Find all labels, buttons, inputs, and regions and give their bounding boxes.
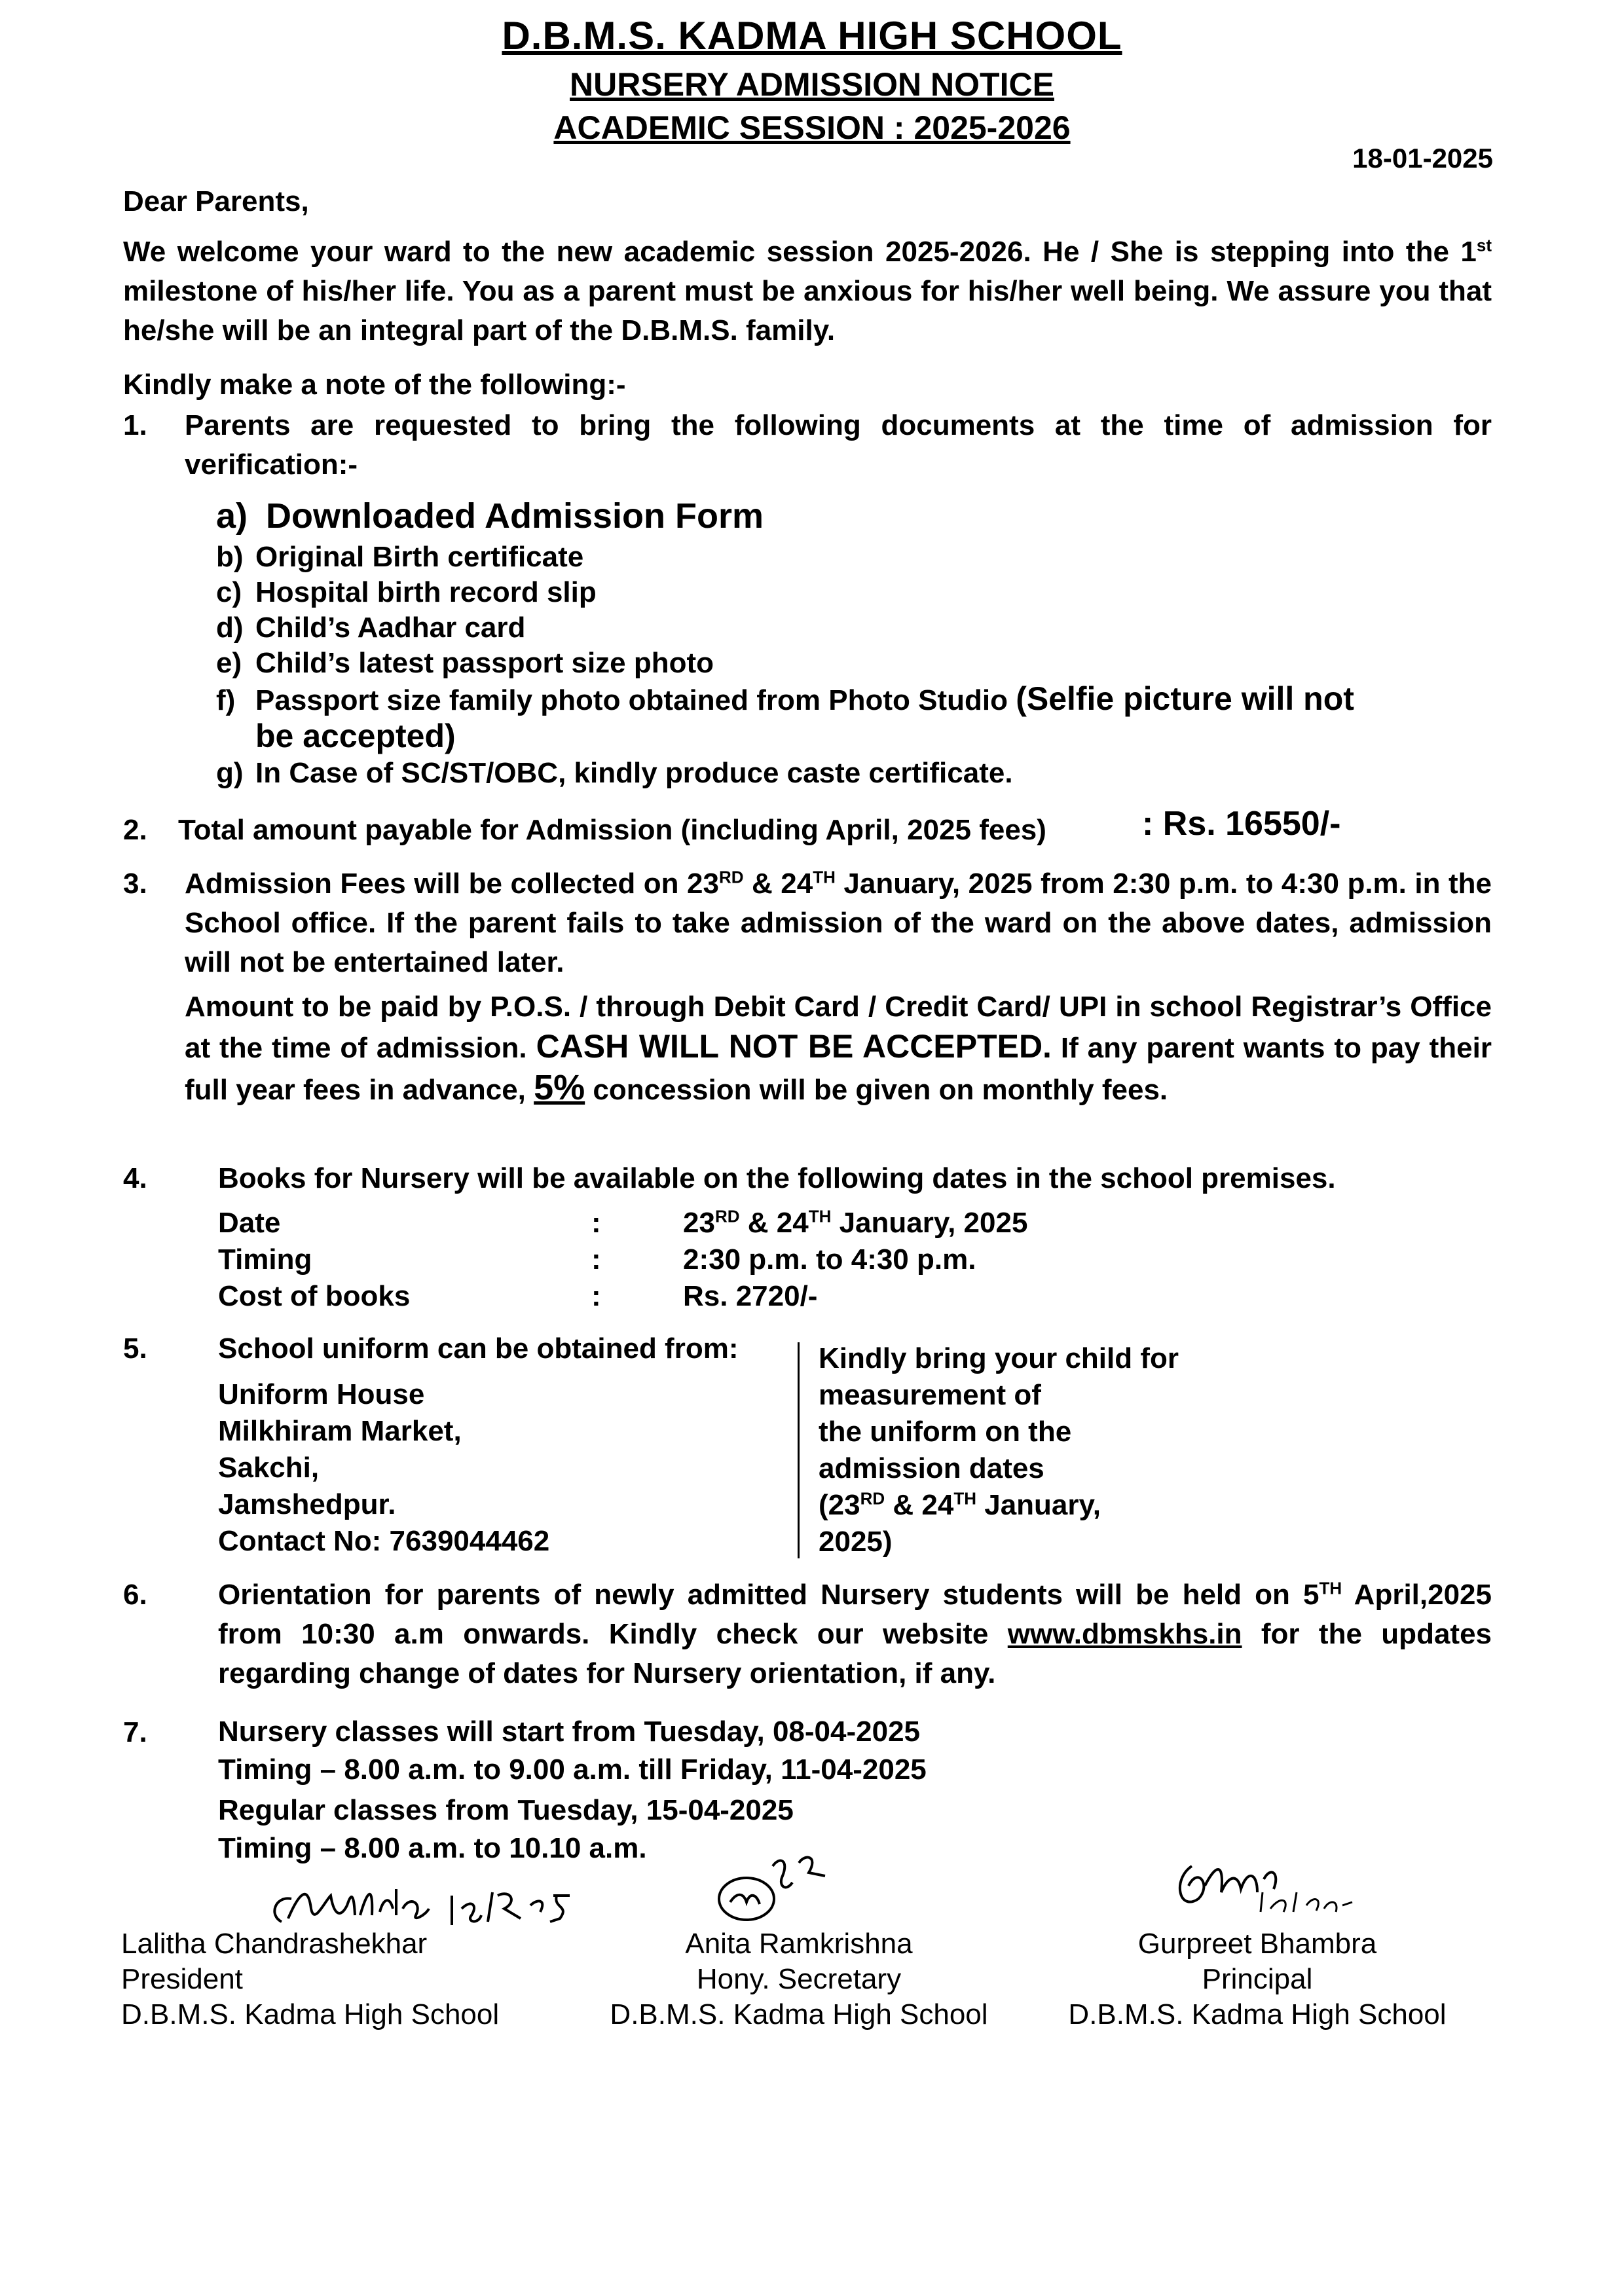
address-line: Uniform House	[218, 1378, 425, 1410]
signatory-org: D.B.M.S. Kadma High School	[121, 1998, 500, 2030]
signatory-role: Hony. Secretary	[696, 1963, 902, 1995]
schedule-line: Timing – 8.00 a.m. to 10.10 a.m.	[218, 1832, 647, 1864]
schedule-line: Timing – 8.00 a.m. to 9.00 a.m. till Friday, 11-04-2025	[218, 1753, 927, 1786]
signatory-org: D.B.M.S. Kadma High School	[610, 1998, 988, 2030]
notice-date: 18-01-2025	[1352, 143, 1493, 174]
address-line: Jamshedpur.	[218, 1488, 396, 1520]
session-title: ACADEMIC SESSION : 2025-2026	[553, 109, 1071, 146]
item-1-number: 1.	[123, 409, 147, 441]
school-title: D.B.M.S. KADMA HIGH SCHOOL	[502, 14, 1122, 58]
note-line: Kindly bring your child for	[819, 1342, 1179, 1374]
schedule-line: Nursery classes will start from Tuesday, 08-04-2025	[218, 1716, 921, 1748]
books-row-date: Date : 23RD & 24TH January, 2025	[218, 1206, 1028, 1239]
schedule-line: Regular classes from Tuesday, 15-04-2025	[218, 1794, 794, 1826]
item-4-text: Books for Nursery will be available on the following dates in the school premises.	[218, 1162, 1336, 1194]
signatory-secretary	[576, 1926, 1022, 2032]
item-7-number: 7.	[123, 1716, 147, 1748]
item-5-number: 5.	[123, 1332, 147, 1365]
intro-paragraph: We welcome your ward to the new academic session 2025-2026. He / She is stepping into the 1st milestone of his/her life. You as a parent must be anxious for his/her well being. We assure you that he/she will be an integral part of the D.B.M.S. family.	[123, 235, 1492, 346]
item-6-number: 6.	[123, 1579, 147, 1611]
doc-item-a: a) Downloaded Admission Form	[216, 496, 764, 536]
address-line: Milkhiram Market,	[218, 1415, 462, 1447]
website-link[interactable]: www.dbmskhs.in	[1007, 1618, 1242, 1650]
doc-item-b: b) Original Birth certificate	[216, 541, 584, 573]
contact-number: Contact No: 7639044462	[218, 1525, 550, 1557]
class-schedule	[218, 1713, 927, 1867]
signatory-principal	[1035, 1926, 1480, 2032]
doc-item-f: f) Passport size family photo obtained from Photo Studio (Selfie picture will not	[216, 680, 1354, 717]
item-2-number: 2.	[123, 814, 147, 846]
document-list	[216, 492, 1354, 791]
notice-title: NURSERY ADMISSION NOTICE	[570, 66, 1054, 103]
note-line: admission dates	[819, 1452, 1044, 1484]
item-4-number: 4.	[123, 1162, 147, 1194]
books-table	[218, 1205, 1027, 1315]
books-row-timing: Timing : 2:30 p.m. to 4:30 p.m.	[218, 1243, 976, 1276]
payment-paragraph: Amount to be paid by P.O.S. / through Debit Card / Credit Card/ UPI in school Registrar’s Office at the time of admission. CASH WILL NOT BE ACCEPTED. If any parent wants to pay their full year fees in advance, 5% concession will be given on monthly fees.	[185, 991, 1492, 1107]
doc-item-g: g) In Case of SC/ST/OBC, kindly produce caste certificate.	[216, 757, 1013, 789]
doc-item-e: e) Child’s latest passport size photo	[216, 647, 714, 679]
address-line: Sakchi,	[218, 1452, 320, 1484]
note-line: 2025)	[819, 1526, 893, 1558]
salutation: Dear Parents,	[123, 185, 309, 217]
note-line: the uniform on the	[819, 1416, 1072, 1448]
signature-secretary	[701, 1846, 845, 1938]
doc-item-d: d) Child’s Aadhar card	[216, 612, 526, 644]
signatory-org: D.B.M.S. Kadma High School	[1068, 1998, 1447, 2030]
doc-item-c: c) Hospital birth record slip	[216, 576, 597, 608]
item-6-text: Orientation for parents of newly admitted Nursery students will be held on 5TH April,2025 from 10:30 a.m onwards. Kindly check our website www.dbmskhs.in for the updates regarding change of dates for Nursery orientation, if any.	[218, 1578, 1492, 1689]
item-2-amount: : Rs. 16550/-	[1142, 805, 1341, 843]
note-line: (23RD & 24TH January,	[819, 1488, 1101, 1521]
note-line: measurement of	[819, 1379, 1041, 1411]
note-line: Kindly make a note of the following:-	[123, 369, 626, 401]
signatory-name: Anita Ramkrishna	[685, 1928, 913, 1960]
measurement-note	[819, 1340, 1179, 1560]
uniform-address	[218, 1376, 549, 1560]
books-row-cost: Cost of books : Rs. 2720/-	[218, 1280, 818, 1312]
item-3-text: Admission Fees will be collected on 23RD & 24TH January, 2025 from 2:30 p.m. to 4:30 p.m. in the School office. If the parent fails to take admission of the ward on the above dates, admission will not be entertained later.	[185, 867, 1492, 978]
signatory-name: Lalitha Chandrashekhar	[121, 1928, 428, 1960]
signature-principal	[1153, 1840, 1362, 1932]
doc-item-f-cont: be accepted)	[255, 718, 456, 754]
signatory-role: President	[121, 1963, 243, 1995]
signatory-role: Principal	[1202, 1963, 1313, 1995]
item-2-text: Total amount payable for Admission (including April, 2025 fees)	[178, 814, 1046, 846]
item-1-text: Parents are requested to bring the following documents at the time of admission for verification:-	[185, 409, 1492, 481]
item-3-number: 3.	[123, 868, 147, 900]
signatory-president	[121, 1926, 573, 2032]
column-divider	[798, 1342, 800, 1558]
signatory-name: Gurpreet Bhambra	[1137, 1928, 1377, 1960]
item-5-text: School uniform can be obtained from:	[218, 1332, 739, 1365]
